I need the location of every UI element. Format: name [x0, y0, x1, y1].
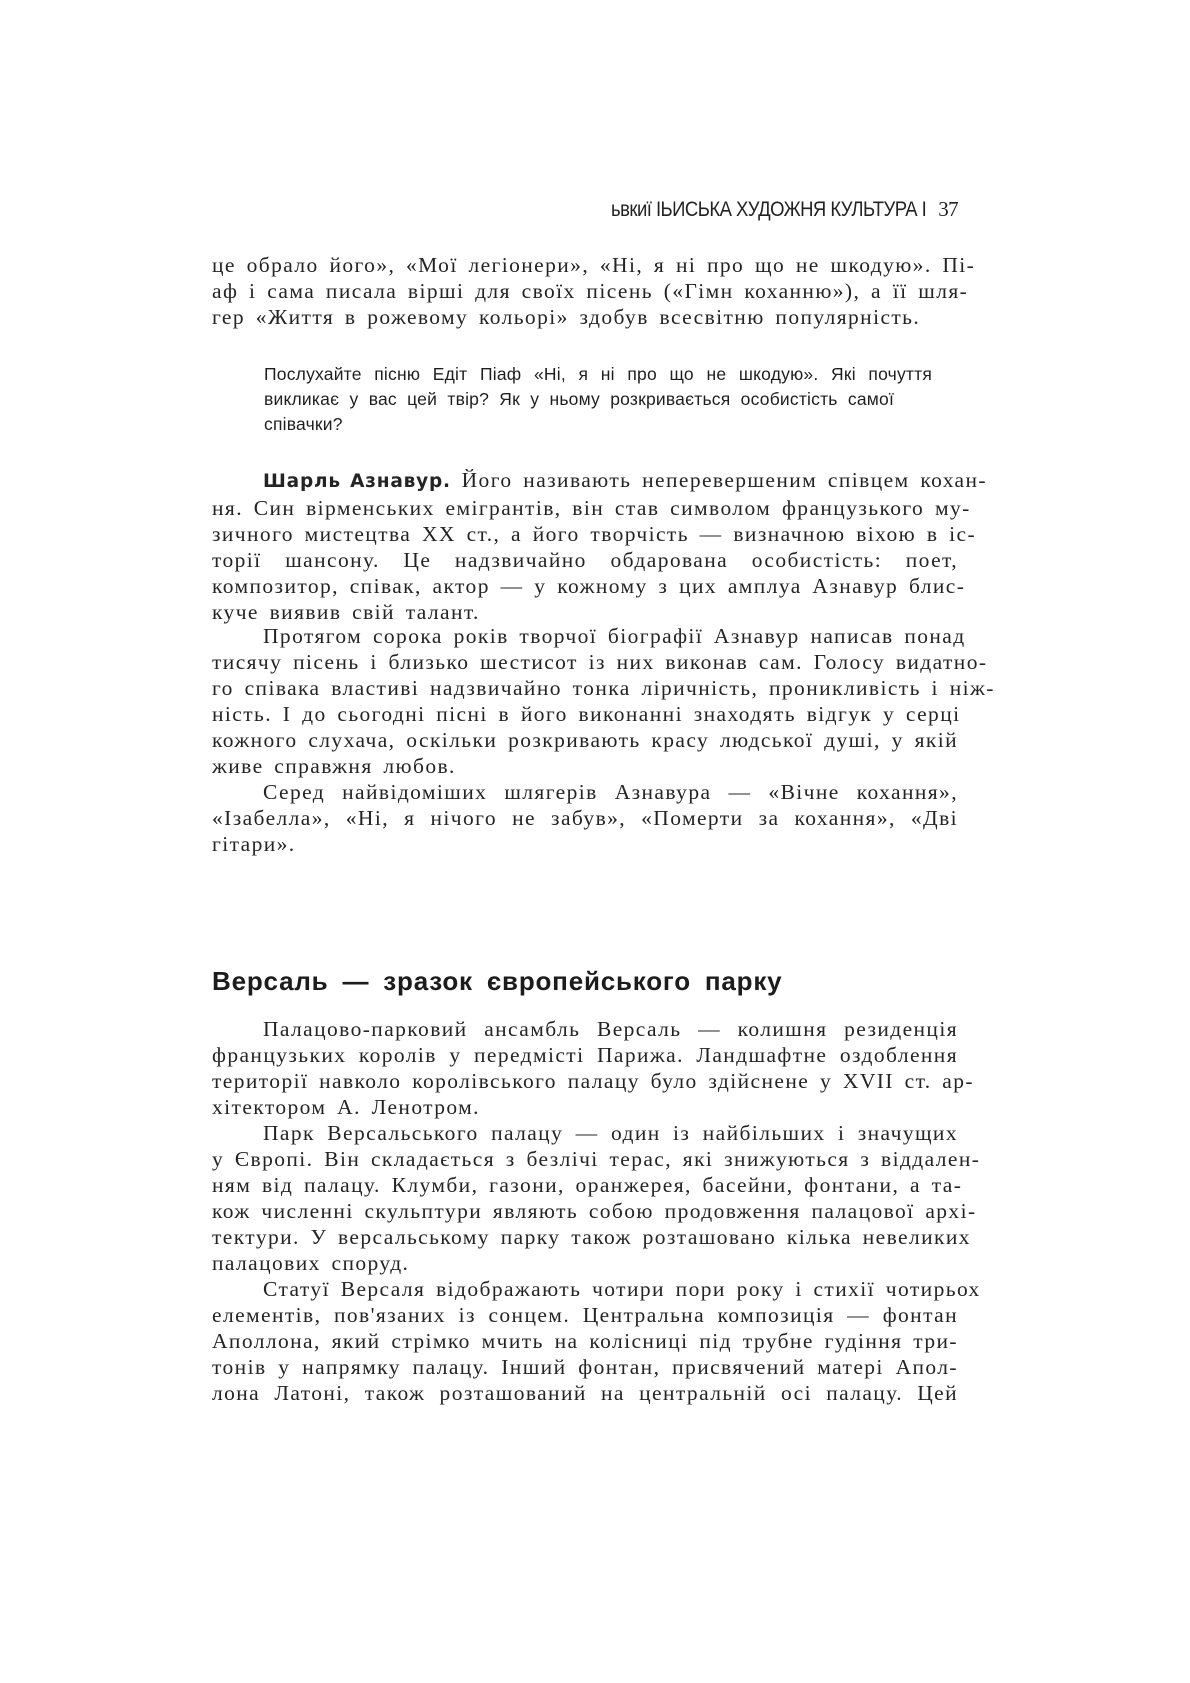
text-line: Палацово-парковий ансамбль Версаль — колишня резиденція [263, 1017, 958, 1041]
task-line: співачки? [264, 414, 343, 434]
intro-paragraph [212, 252, 976, 330]
text-line: зичного мистецтва XX ст., а його творчість — визначною віхою в іс- [212, 522, 977, 546]
running-header-title: ьвкиї ІЬИСЬКА ХУДОЖНЯ КУЛЬТУРА І [610, 198, 927, 221]
aznavour-paragraph-1 [212, 467, 987, 625]
text-line: елементів, пов'язаних із сонцем. Центральна композиція — фонтан [212, 1303, 958, 1327]
versailles-paragraph-3 [212, 1276, 981, 1406]
text-line: го співака властиві надзвичайно тонка ліричність, проникливість і ніж- [212, 676, 995, 700]
versailles-paragraph-1 [212, 1016, 974, 1120]
text-line: Серед найвідоміших шлягерів Азнавура — «Вічне кохання», [263, 780, 958, 804]
text-line: «Ізабелла», «Ні, я нічого не забув», «Померти за кохання», «Дві [212, 806, 958, 830]
text-line: у Європі. Він складається з безлічі терас, які знижуються з віддален- [212, 1147, 981, 1171]
text-line: французьких королів у передмісті Парижа. Ландшафтне оздоблення [212, 1043, 958, 1067]
text-line: Статуї Версаля відображають чотири пори року і стихії чотирьох [263, 1277, 981, 1301]
text-line: тисячу пісень і близько шестисот із них виконав сам. Голосу видатно- [212, 650, 988, 674]
section-heading: Версаль — зразок європейського парку [212, 966, 783, 996]
text-line: ність. І до сьогодні пісні в його виконанні знаходять відгук у серці [212, 702, 961, 726]
text-line: території навколо королівського палацу було здійснене у XVII ст. ар- [212, 1069, 974, 1093]
text-line: композитор, співак, актор — у кожному з цих амплуа Азнавур блис- [212, 574, 966, 598]
text-line: Шарль Азнавур. Його називають неперевершеним співцем кохан- [263, 468, 987, 492]
text-line: гітари». [212, 832, 296, 856]
text-line: ня. Син вірменських емігрантів, він став символом французького му- [212, 496, 971, 520]
aznavour-paragraph-3 [212, 779, 958, 857]
text-line: ням від палацу. Клумби, газони, оранжерея, басейни, фонтани, а та- [212, 1173, 963, 1197]
text-line: це обрало його», «Мої легіонери», «Ні, я ні про що не шкодую». Пі- [212, 253, 976, 277]
text-line: живе справжня любов. [212, 754, 456, 778]
page-number: 37 [938, 197, 958, 221]
text-line: палацових споруд. [212, 1251, 410, 1275]
text-line: кожного слухача, оскільки розкривають красу людської душі, у якій [212, 728, 958, 752]
task-line: Послухайте пісню Едіт Піаф «Ні, я ні про що не шкодую». Які почуття [264, 364, 932, 384]
text-line: торії шансону. Це надзвичайно обдарована особистість: поет, [212, 548, 958, 572]
text-line: тонів у напрямку палацу. Інший фонтан, присвячений матері Апол- [212, 1355, 958, 1379]
text-line: кож численні скульптури являють собою продовження палацової архі- [212, 1199, 977, 1223]
text-line: гер «Життя в рожевому кольорі» здобув всесвітню популярність. [212, 305, 921, 329]
text-line: лона Латоні, також розташований на центральній осі палацу. Цей [212, 1381, 958, 1405]
person-name: Шарль Азнавур. [263, 471, 451, 492]
running-header [568, 197, 958, 222]
text-line: тектури. У версальському парку також розташовано кілька невеликих [212, 1225, 971, 1249]
text-line: Протягом сорока років творчої біографії Азнавур написав понад [263, 624, 966, 648]
text-line: куче виявив свій талант. [212, 600, 480, 624]
text-line: Аполлона, який стрімко мчить на колісниці під трубне гудіння три- [212, 1329, 958, 1353]
text-line: аф і сама писала вірші для своїх пісень («Гімн коханню»), а її шля- [212, 279, 969, 303]
aznavour-paragraph-2 [212, 623, 995, 779]
task-line: викликає у вас цей твір? Як у ньому розкривається особистість самої [264, 389, 894, 409]
text-line: хітектором А. Ленотром. [212, 1095, 480, 1119]
listening-task [264, 362, 932, 437]
text-line: Парк Версальського палацу — один із найбільших і значущих [263, 1121, 958, 1145]
versailles-paragraph-2 [212, 1120, 981, 1276]
